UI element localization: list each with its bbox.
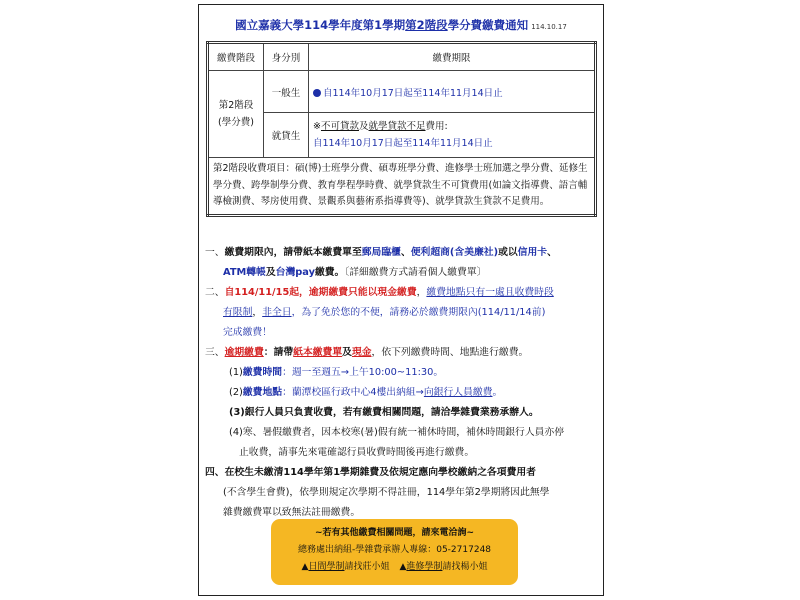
period-loan <box>309 113 596 158</box>
note-1 <box>205 243 601 263</box>
note-text: 、 <box>547 247 557 258</box>
note-text: 繳費期限內，請帶紙本繳費單至 <box>224 247 362 258</box>
notice-title <box>199 17 603 33</box>
notes-section <box>205 243 601 523</box>
note-text: (2) <box>229 387 243 398</box>
contact-phone: 總務處出納組-學雜費承辦人專線：05-2717248 <box>297 545 492 555</box>
fee-items-text: 第2階段收費項目：碩(博)士班學分費、碩專班學分費、進修學士班加選之學分費、延修生學分費、跨學制學分費、教育學程學時費、就學貸款生不可貸費用(如論文指導費、語言輔導檢測費、琴房使用費、景觀系與藝術系指導費等)、就學貸款生貸款不足費用。 <box>208 158 596 216</box>
bullet-icon <box>313 89 321 97</box>
period-loan-text: 自114年10月17日起至114年11月14日止 <box>313 138 493 149</box>
note-text: ， <box>416 287 427 298</box>
table-row <box>208 158 596 216</box>
contact-night-person: 請找楊小姐 <box>442 562 488 572</box>
contact-box <box>271 519 518 585</box>
loan-not-loanable: 不可貸款 <box>320 121 359 132</box>
note-text: 紙本繳費單 <box>293 347 343 358</box>
note-4-cont2: 雜費繳費單以致無法註冊繳費。 <box>223 507 361 518</box>
table-row <box>208 113 596 158</box>
note-text: 、 <box>400 247 411 258</box>
table-header-row <box>208 43 596 71</box>
note-2-cont2: 完成繳費！ <box>223 327 272 338</box>
table-row <box>208 71 596 113</box>
contact-persons <box>271 559 518 576</box>
note-3 <box>205 343 601 363</box>
period-general <box>309 71 596 113</box>
note-1-cont <box>205 263 601 283</box>
note-text: 及 <box>265 267 276 278</box>
title-text-end: 學分費繳費通知 <box>447 18 529 32</box>
note-2-cont <box>205 303 601 323</box>
note-3-place <box>205 383 601 403</box>
note-text: ，依下列繳費時間、地點進行繳費。 <box>371 347 529 358</box>
note-text: ， <box>252 307 263 318</box>
contact-heading: ~若有其他繳費相關問題，請來電洽詢~ <box>314 528 475 538</box>
note-text: 有限制 <box>223 307 253 318</box>
note-text: ATM轉帳 <box>223 267 266 278</box>
note-3-time <box>205 363 601 383</box>
note-text: 繳費。 <box>314 267 345 278</box>
header-stage: 繳費階段 <box>208 43 264 71</box>
stage-cell <box>208 71 264 158</box>
note-text: 向銀行人員繳費 <box>423 387 493 398</box>
note-text: (1) <box>229 367 243 378</box>
note-text: 繳費時間 <box>242 367 283 378</box>
triangle-icon: ▲ <box>301 562 309 572</box>
note-number: 三、 <box>205 347 225 358</box>
title-stage: 第2階段 <box>405 18 448 32</box>
note-text: ：週一至週五→上午10:00~11:30。 <box>282 367 444 378</box>
note-3-holiday-cont: 止收費，請事先來電確認行員收費時間後再進行繳費。 <box>239 447 475 458</box>
contact-day: 日間學制 <box>308 562 345 572</box>
note-text: 非全日 <box>262 307 292 318</box>
note-number: 二、 <box>205 287 225 298</box>
note-3-bank: (3)銀行人員只負責收費，若有繳費相關問題，請洽學雜費業務承辦人。 <box>229 407 539 418</box>
fee-notice-page <box>198 4 604 596</box>
note-4: 四、在校生未繳清114學年第1學期雜費及依規定應向學校繳納之各項費用者 <box>205 467 536 478</box>
contact-night: 進修學制 <box>406 562 443 572</box>
note-number: 一、 <box>205 247 225 258</box>
header-identity: 身分別 <box>264 43 309 71</box>
note-text: 逾期繳費 <box>224 347 264 358</box>
note-text: 自114/11/15起，逾期繳費只能以現金繳費 <box>224 287 417 298</box>
fee-period-table <box>206 41 597 217</box>
title-text: 國立嘉義大學114學年度第1學期 <box>235 18 406 32</box>
note-text: 繳費地點只有一處且收費時段 <box>426 287 554 298</box>
note-2 <box>205 283 601 303</box>
note-text: 信用卡 <box>517 247 548 258</box>
note-text: 〔詳細繳費方式請看個人繳費單〕 <box>344 267 487 278</box>
loan-insufficient: 就學貸款不足 <box>368 121 426 132</box>
notice-date: 114.10.17 <box>531 23 567 31</box>
note-4-cont: (不含學生會費)，依學則規定次學期不得註冊，114學年第2學期將因此無學 <box>223 487 550 498</box>
note-text: 或以 <box>498 247 518 258</box>
identity-general: 一般生 <box>264 71 309 113</box>
note-text: 。 <box>492 387 503 398</box>
loan-prefix: ※ <box>313 121 321 132</box>
note-text: ，為了免於您的不便，請務必於繳費期限內(114/11/14前) <box>291 307 546 318</box>
note-text: 繳費地點 <box>242 387 283 398</box>
contact-day-person: 請找莊小姐 <box>344 562 390 572</box>
loan-suffix: 費用: <box>425 121 448 132</box>
note-3-holiday: (4)寒、暑假繳費者，因本校寒(暑)假有統一補休時間，補休時間銀行人員亦停 <box>229 427 565 438</box>
note-text: ：蘭潭校區行政中心4樓出納組→ <box>282 387 424 398</box>
stage-label: 第2階段 <box>218 100 254 111</box>
stage-sublabel: (學分費) <box>218 117 254 128</box>
loan-and: 及 <box>358 121 369 132</box>
note-text: 郵局臨櫃 <box>361 247 401 258</box>
identity-loan: 就貸生 <box>264 113 309 158</box>
triangle-icon: ▲ <box>399 562 407 572</box>
note-text: 台灣pay <box>275 267 315 278</box>
note-text: 及 <box>342 347 352 358</box>
note-text: 現金 <box>351 347 372 358</box>
note-text: ：請帶 <box>263 347 294 358</box>
period-general-text: 自114年10月17日起至114年11月14日止 <box>323 87 503 99</box>
header-period: 繳費期限 <box>309 43 596 71</box>
note-text: 便利超商(含美廉社) <box>410 247 499 258</box>
